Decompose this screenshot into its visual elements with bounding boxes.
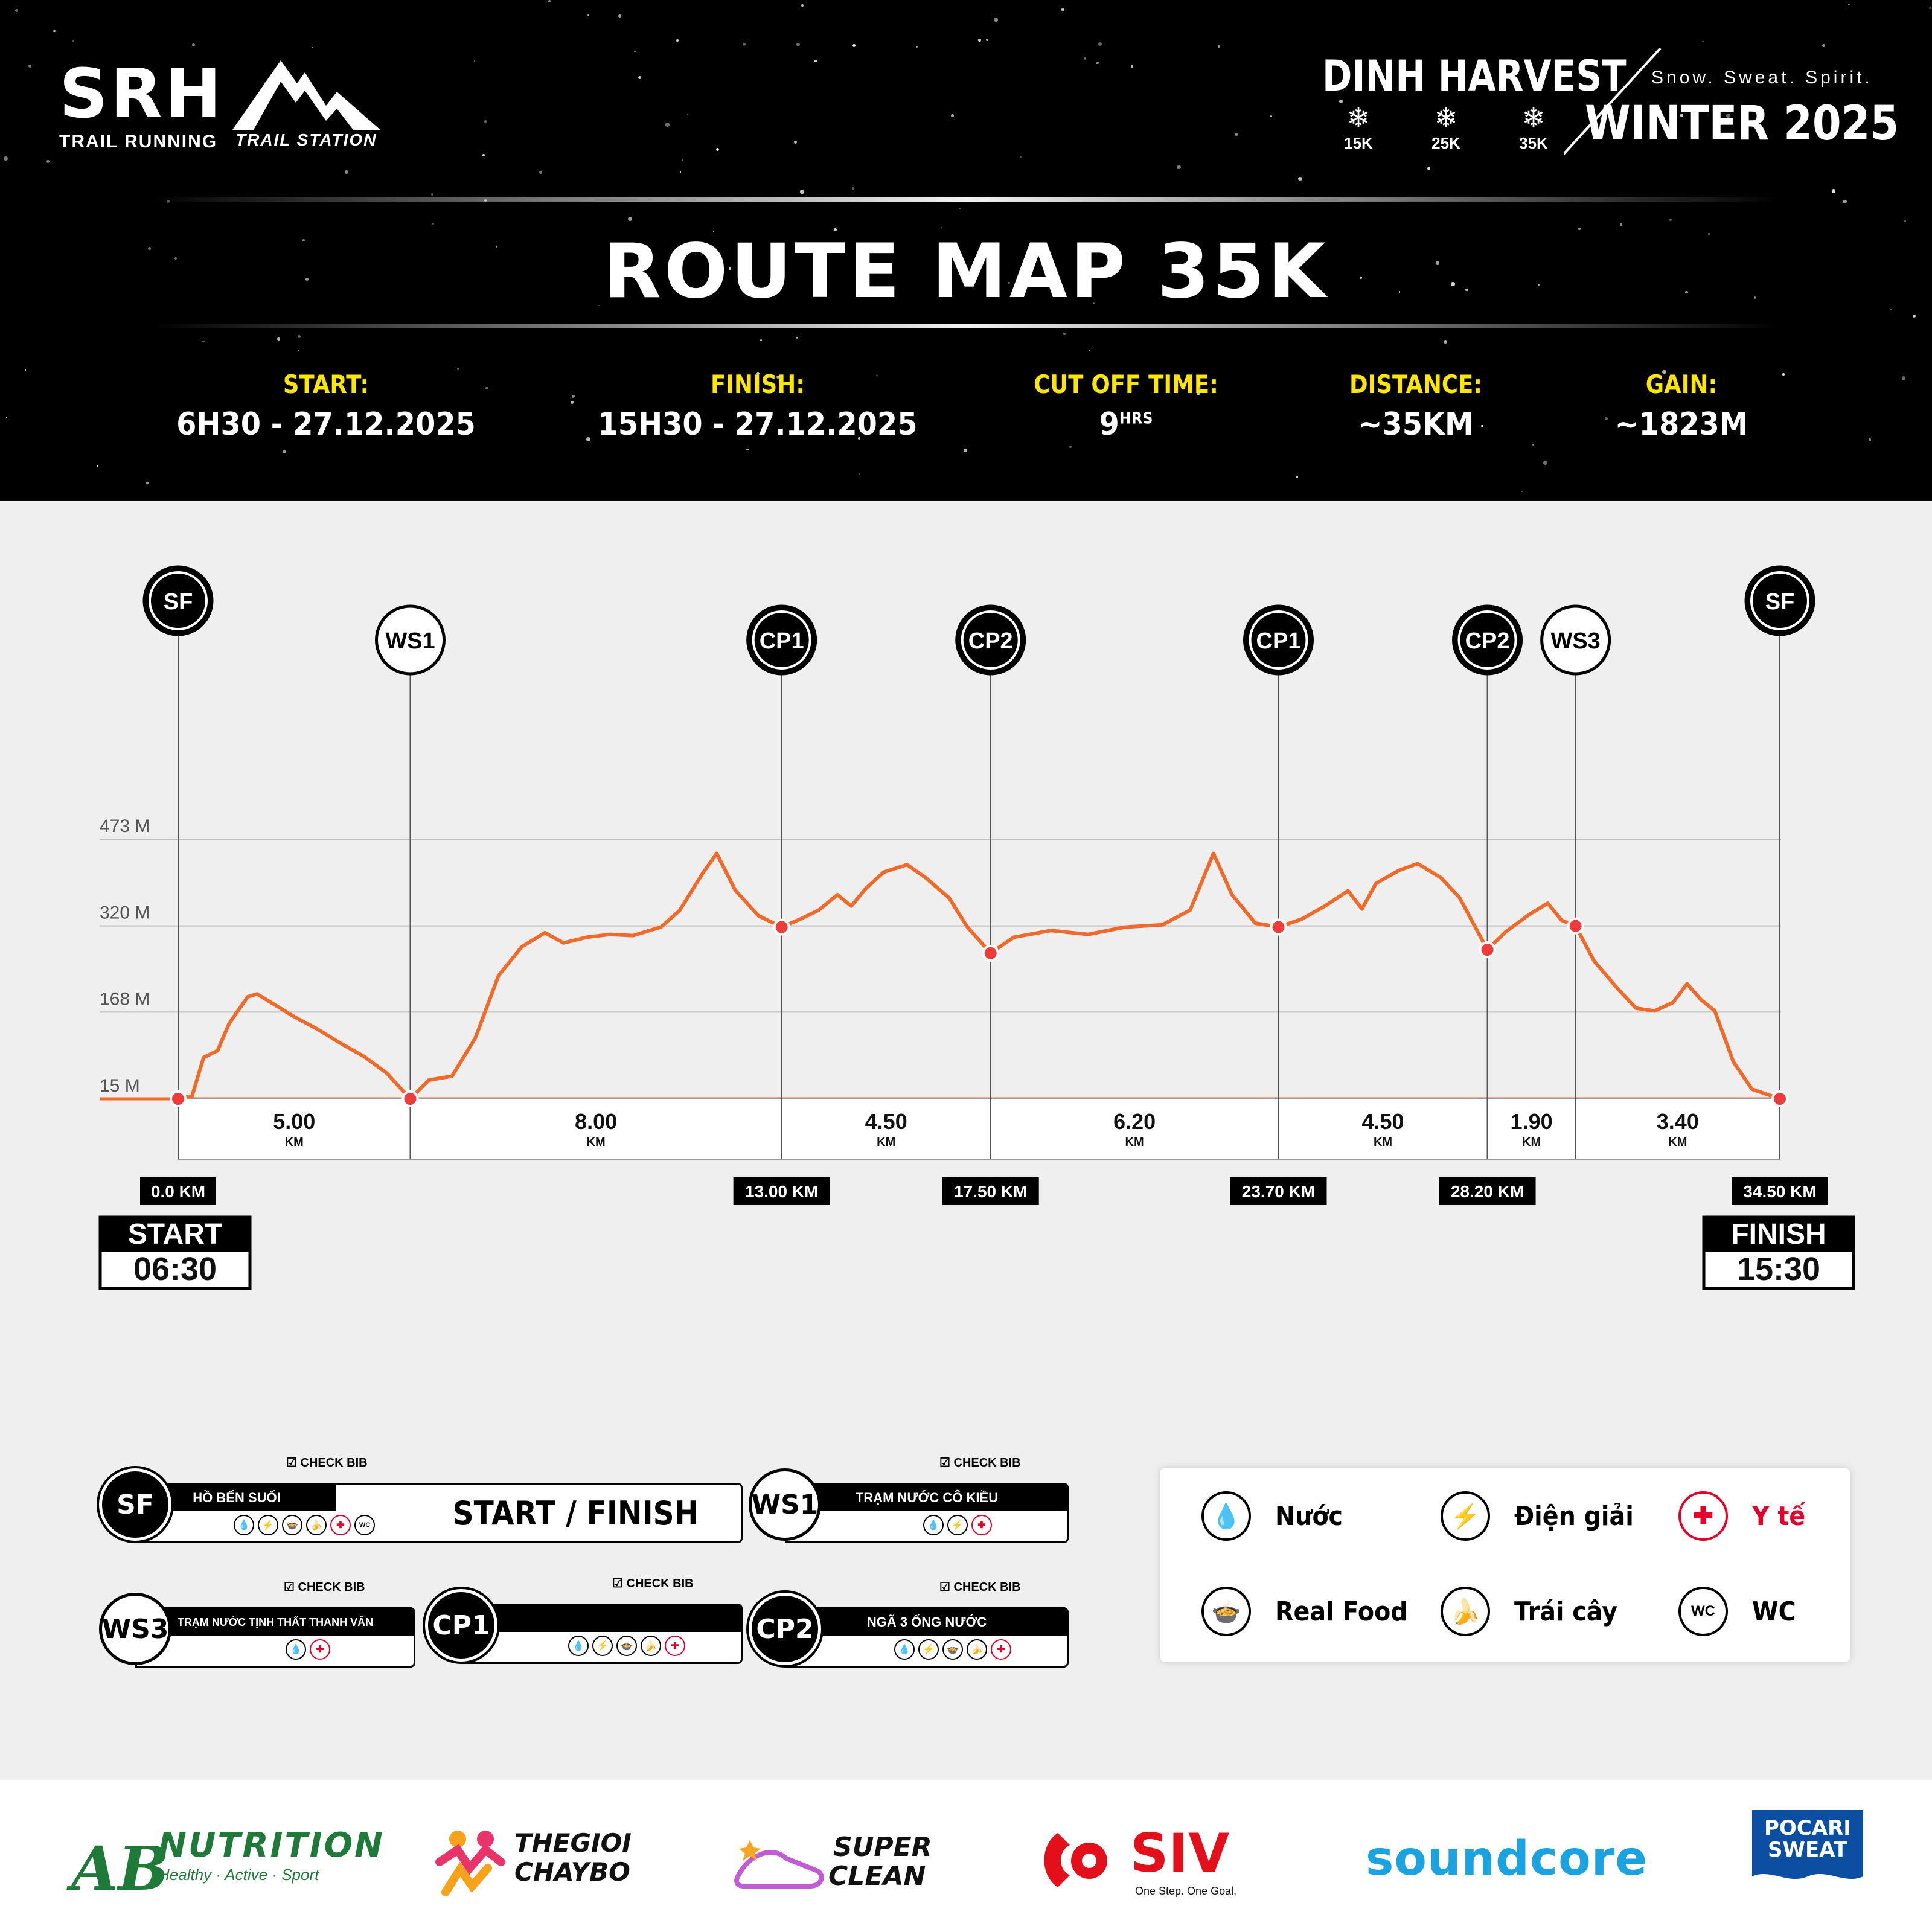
- star: [539, 171, 542, 174]
- station-label: SF: [1765, 589, 1795, 615]
- mountain-icon: [229, 48, 386, 133]
- legend-item-fruit: [1441, 1587, 1629, 1636]
- station-badge: CP2: [749, 1593, 821, 1665]
- divider-slash: [1564, 48, 1666, 157]
- star: [1020, 156, 1022, 158]
- check-bib-label: CHECK BIB: [298, 1581, 365, 1594]
- info-finish-label: FINISH:: [710, 369, 805, 399]
- star: [202, 341, 205, 343]
- legend: [1160, 1468, 1850, 1662]
- star: [1235, 133, 1238, 136]
- star: [4, 156, 8, 161]
- siv-tagline: One Step. One Goal.: [1135, 1885, 1237, 1897]
- legend-item-water: [1201, 1491, 1350, 1541]
- info-finish-value: 15H30 - 27.12.2025: [598, 406, 918, 443]
- star: [1848, 4, 1850, 5]
- start-box-time: 06:30: [133, 1251, 217, 1287]
- station-label: CP1: [1256, 629, 1301, 654]
- y-tick-label: 15 M: [100, 1076, 140, 1096]
- info-start-value: 6H30 - 27.12.2025: [176, 406, 476, 443]
- star: [638, 76, 641, 79]
- star: [1089, 350, 1090, 351]
- station-badge: SF: [99, 1468, 171, 1541]
- superclean-line2: CLEAN: [828, 1861, 926, 1892]
- info-gain-label: GAIN:: [1645, 369, 1718, 399]
- station-badge: WS3: [99, 1593, 171, 1665]
- star: [800, 190, 804, 193]
- segment-distance: 8.00: [575, 1109, 618, 1134]
- station-marker: [171, 1092, 185, 1106]
- wc-icon: WC: [1678, 1587, 1728, 1636]
- star: [978, 39, 980, 41]
- star: [1822, 44, 1825, 47]
- star: [959, 208, 961, 210]
- electrolyte-icon: ⚡: [918, 1639, 939, 1660]
- star: [1902, 376, 1905, 380]
- cutoff-unit: HRS: [1119, 409, 1153, 428]
- distance-label: 25K: [1431, 134, 1460, 152]
- segment-unit: KM: [284, 1136, 304, 1149]
- star: [1131, 65, 1133, 67]
- info-gain-value: ~1823M: [1614, 406, 1748, 443]
- star: [665, 123, 669, 126]
- check-bib: ☑ CHECK BIB: [284, 1581, 365, 1594]
- medical-icon: ✚: [971, 1515, 992, 1535]
- star: [432, 223, 434, 225]
- info-distance-value: ~35KM: [1358, 406, 1474, 443]
- star: [852, 187, 854, 190]
- star: [572, 395, 575, 398]
- light-bar-top: [151, 197, 1781, 202]
- water-icon: 💧: [923, 1515, 944, 1535]
- y-tick-label: 473 M: [100, 816, 150, 836]
- star: [743, 43, 746, 46]
- segment-distance: 6.20: [1113, 1109, 1156, 1134]
- station-marker: [1271, 920, 1285, 935]
- thegioichaybo-line1: THEGIOI: [514, 1828, 632, 1858]
- info-cutoff-label: CUT OFF TIME:: [1034, 369, 1218, 399]
- elevation-line: [178, 854, 1780, 1099]
- star: [951, 114, 955, 118]
- finish-box-time: 15:30: [1736, 1251, 1821, 1287]
- star: [796, 337, 798, 338]
- fruit-icon: 🍌: [641, 1636, 661, 1656]
- start-box-label: START: [127, 1218, 223, 1250]
- distance-35k: [1506, 104, 1561, 153]
- station-label: CP2: [1465, 629, 1510, 654]
- medical-icon: ✚: [310, 1639, 330, 1660]
- legend-label: Nước: [1275, 1500, 1343, 1532]
- star: [1069, 446, 1072, 448]
- star: [283, 450, 286, 453]
- star: [6, 417, 8, 418]
- star: [794, 141, 797, 144]
- legend-item-medical: [1678, 1491, 1811, 1541]
- distance-label: 35K: [1519, 134, 1548, 152]
- snowflake-icon: ❄: [1346, 102, 1371, 133]
- electrolyte-icon: ⚡: [1441, 1491, 1490, 1541]
- star: [474, 60, 475, 62]
- station-label: CP2: [968, 629, 1013, 654]
- service-icons: [894, 1639, 1011, 1660]
- star: [571, 401, 574, 404]
- finish-box: [1704, 1217, 1854, 1288]
- star: [1296, 476, 1298, 478]
- service-icons: [568, 1636, 685, 1656]
- distance-label: 15K: [1344, 134, 1373, 152]
- station-marker: [403, 1092, 417, 1106]
- real-food-icon: 🍲: [616, 1636, 637, 1656]
- legend-item-real-food: [1201, 1587, 1422, 1636]
- fruit-icon: 🍌: [967, 1639, 987, 1660]
- star: [634, 51, 636, 53]
- star: [25, 369, 27, 371]
- water-icon: 💧: [1201, 1491, 1251, 1541]
- star: [431, 193, 433, 196]
- check-bib-label: CHECK BIB: [300, 1456, 368, 1470]
- star: [587, 14, 589, 16]
- srh-logo: [59, 55, 224, 152]
- cutoff-number: 9: [1099, 406, 1119, 443]
- star: [1084, 57, 1086, 60]
- elevation-profile-chart: [0, 501, 1932, 1346]
- water-icon: 💧: [286, 1639, 306, 1660]
- station-marker: [984, 946, 998, 961]
- station-marker: [1569, 919, 1583, 933]
- wc-icon: WC: [354, 1515, 375, 1535]
- medical-icon: ✚: [330, 1515, 351, 1535]
- star: [1929, 7, 1931, 9]
- segment-distance: 4.50: [865, 1109, 907, 1134]
- star: [628, 217, 632, 221]
- water-icon: 💧: [894, 1639, 915, 1660]
- star: [1063, 333, 1066, 335]
- station-location: [463, 1605, 741, 1632]
- real-food-icon: 🍲: [282, 1515, 302, 1535]
- water-icon: 💧: [568, 1636, 589, 1656]
- pocari-sweat-logo: [1752, 1810, 1863, 1889]
- star: [1061, 8, 1064, 11]
- segment-distance: 1.90: [1510, 1109, 1553, 1134]
- star: [687, 114, 688, 115]
- star: [1427, 167, 1430, 170]
- star: [298, 335, 301, 338]
- star: [618, 14, 622, 18]
- star: [964, 449, 967, 452]
- segment-unit: KM: [1125, 1136, 1144, 1149]
- medical-icon: ✚: [991, 1639, 1011, 1660]
- station-location: HỒ BẾN SUỐI: [137, 1485, 336, 1511]
- star: [482, 154, 485, 156]
- station-badge: CP1: [425, 1589, 497, 1662]
- station-card-bar: [785, 1607, 1069, 1668]
- star: [852, 44, 856, 47]
- star: [345, 170, 348, 174]
- km-label: 34.50 KM: [1743, 1182, 1817, 1201]
- star: [986, 39, 988, 41]
- star: [298, 350, 299, 351]
- soundcore-logo: soundcore: [1366, 1832, 1648, 1886]
- service-icons: [923, 1515, 992, 1535]
- star: [1270, 115, 1272, 117]
- star: [746, 449, 749, 451]
- segment-unit: KM: [1373, 1136, 1393, 1149]
- event-title: DINH HARVEST: [1322, 51, 1627, 101]
- star: [1177, 165, 1181, 170]
- star: [548, 0, 551, 2]
- trail-station-text: TRAIL STATION: [235, 130, 377, 149]
- star: [46, 160, 50, 163]
- service-icons: [234, 1515, 375, 1535]
- station-card-title: START / FINISH: [452, 1494, 699, 1532]
- segment-distance: 3.40: [1656, 1109, 1699, 1134]
- info-gain: [1500, 369, 1863, 443]
- shoe-icon: [732, 1828, 828, 1895]
- legend-item-wc: [1678, 1587, 1801, 1636]
- srh-logo-text: SRH: [59, 55, 224, 133]
- station-label: CP1: [759, 629, 804, 654]
- snowflake-icon: ❄: [1521, 102, 1546, 133]
- pocari-line2: SWEAT: [1767, 1838, 1848, 1862]
- trail-station-logo: [229, 48, 386, 151]
- medical-icon: ✚: [665, 1636, 685, 1656]
- segment-unit: KM: [1522, 1136, 1541, 1149]
- star: [484, 120, 487, 123]
- info-finish: [577, 369, 939, 443]
- check-bib: ☑ CHECK BIB: [612, 1577, 694, 1590]
- ab-mark: AB: [71, 1833, 170, 1904]
- station-badge: WS1: [749, 1468, 821, 1541]
- star: [1298, 177, 1302, 181]
- star: [859, 473, 860, 475]
- superclean-line1: SUPER: [833, 1832, 932, 1863]
- km-label: 23.70 KM: [1241, 1182, 1316, 1201]
- segment-unit: KM: [1668, 1136, 1687, 1149]
- star: [716, 148, 719, 151]
- star: [801, 4, 804, 7]
- segment-distance: 4.50: [1361, 1109, 1404, 1134]
- segment-unit: KM: [877, 1136, 896, 1149]
- y-tick-label: 168 M: [100, 989, 150, 1009]
- segment-distance: 5.00: [273, 1109, 316, 1134]
- km-label: 17.50 KM: [954, 1182, 1028, 1201]
- distance-25k: [1419, 104, 1473, 153]
- legend-label: WC: [1752, 1596, 1796, 1627]
- legend-label: Trái cây: [1514, 1596, 1618, 1627]
- ab-tagline: Healthy · Active · Sport: [158, 1866, 319, 1884]
- station-location: TRẠM NƯỚC TỊNH THẤT THANH VÂN: [137, 1609, 414, 1636]
- star: [760, 339, 762, 341]
- star: [1843, 200, 1846, 203]
- start-box: [100, 1217, 250, 1288]
- station-card-bar: [135, 1483, 743, 1543]
- star: [916, 46, 918, 48]
- electrolyte-icon: ⚡: [592, 1636, 613, 1656]
- fruit-icon: 🍌: [1441, 1587, 1490, 1636]
- star: [1532, 444, 1534, 446]
- distance-15k: [1331, 104, 1386, 153]
- star: [796, 43, 800, 46]
- real-food-icon: 🍲: [1201, 1587, 1251, 1636]
- star: [680, 171, 681, 173]
- station-card-bar: [135, 1607, 415, 1668]
- star: [1444, 340, 1447, 344]
- star: [1218, 45, 1220, 48]
- station-marker: [775, 920, 789, 935]
- y-tick-label: 320 M: [100, 903, 150, 923]
- light-bar-bottom: [151, 324, 1781, 328]
- wave-icon: [1752, 1866, 1863, 1889]
- segment-unit: KM: [586, 1136, 606, 1149]
- station-label: WS1: [385, 629, 435, 654]
- km-label: 28.20 KM: [1450, 1182, 1524, 1201]
- station-label: WS3: [1550, 629, 1601, 654]
- route-title: ROUTE MAP 35K: [603, 228, 1329, 315]
- info-distance-label: DISTANCE:: [1349, 369, 1483, 399]
- station-marker: [1773, 1092, 1787, 1106]
- station-marker: [1480, 942, 1495, 957]
- star: [53, 30, 56, 33]
- legend-label: Y tế: [1752, 1500, 1806, 1532]
- station-label: SF: [163, 589, 193, 615]
- station-card-bar: [785, 1483, 1069, 1543]
- header: [0, 0, 1932, 501]
- info-start: [145, 369, 507, 443]
- star: [676, 39, 679, 42]
- pocari-line1: POCARI: [1764, 1816, 1851, 1840]
- station-card-bar: [461, 1604, 743, 1664]
- check-bib-label: CHECK BIB: [953, 1456, 1021, 1470]
- km-label: 0.0 KM: [150, 1182, 206, 1201]
- star: [994, 18, 998, 22]
- star: [192, 43, 195, 46]
- star: [814, 60, 817, 63]
- water-icon: 💧: [234, 1515, 254, 1535]
- check-bib: ☑ CHECK BIB: [939, 1456, 1021, 1470]
- siv-name: SIV: [1130, 1822, 1230, 1884]
- station-location: NGÃ 3 ỐNG NƯỚC: [787, 1609, 1067, 1636]
- electrolyte-icon: ⚡: [258, 1515, 278, 1535]
- star: [1669, 219, 1672, 221]
- ab-name: NUTRITION: [158, 1826, 385, 1865]
- star: [1869, 438, 1871, 441]
- runner-icon: [433, 1826, 506, 1898]
- medical-icon: ✚: [1678, 1491, 1728, 1541]
- electrolyte-icon: ⚡: [947, 1515, 968, 1535]
- star: [277, 337, 280, 341]
- star: [1620, 223, 1622, 226]
- km-label: 13.00 KM: [744, 1182, 819, 1201]
- star: [1832, 189, 1835, 193]
- srh-logo-subtext: TRAIL RUNNING: [59, 132, 218, 152]
- sponsor-footer: [0, 1780, 1932, 1932]
- star: [72, 40, 74, 42]
- star: [1096, 62, 1099, 65]
- star: [1702, 41, 1703, 42]
- star: [97, 465, 98, 467]
- fruit-icon: 🍌: [306, 1515, 327, 1535]
- event-tagline: Snow. Sweat. Spirit.: [1651, 68, 1873, 88]
- star: [682, 159, 683, 161]
- legend-label: Điện giải: [1514, 1500, 1634, 1532]
- station-location: TRẠM NƯỚC CÔ KIỀU: [787, 1485, 1067, 1511]
- star: [1098, 42, 1102, 46]
- check-bib-label: CHECK BIB: [626, 1577, 694, 1590]
- star: [1521, 491, 1523, 492]
- legend-item-electrolyte: [1441, 1491, 1647, 1541]
- check-bib: ☑ CHECK BIB: [939, 1581, 1021, 1594]
- star: [146, 482, 148, 484]
- siv-mark-icon: [1040, 1827, 1124, 1893]
- info-start-label: START:: [283, 369, 369, 399]
- service-icons: [286, 1639, 330, 1660]
- check-bib: ☑ CHECK BIB: [286, 1456, 368, 1470]
- star: [15, 9, 18, 12]
- real-food-icon: 🍲: [942, 1639, 963, 1660]
- legend-label: Real Food: [1275, 1596, 1408, 1627]
- check-bib-label: CHECK BIB: [953, 1581, 1021, 1594]
- thegioichaybo-line2: CHAYBO: [514, 1857, 630, 1887]
- snowflake-icon: ❄: [1434, 102, 1458, 133]
- star: [1543, 461, 1547, 465]
- star: [1904, 220, 1906, 222]
- finish-box-label: FINISH: [1731, 1218, 1826, 1250]
- star: [28, 65, 32, 68]
- event-year: WINTER 2025: [1585, 97, 1899, 151]
